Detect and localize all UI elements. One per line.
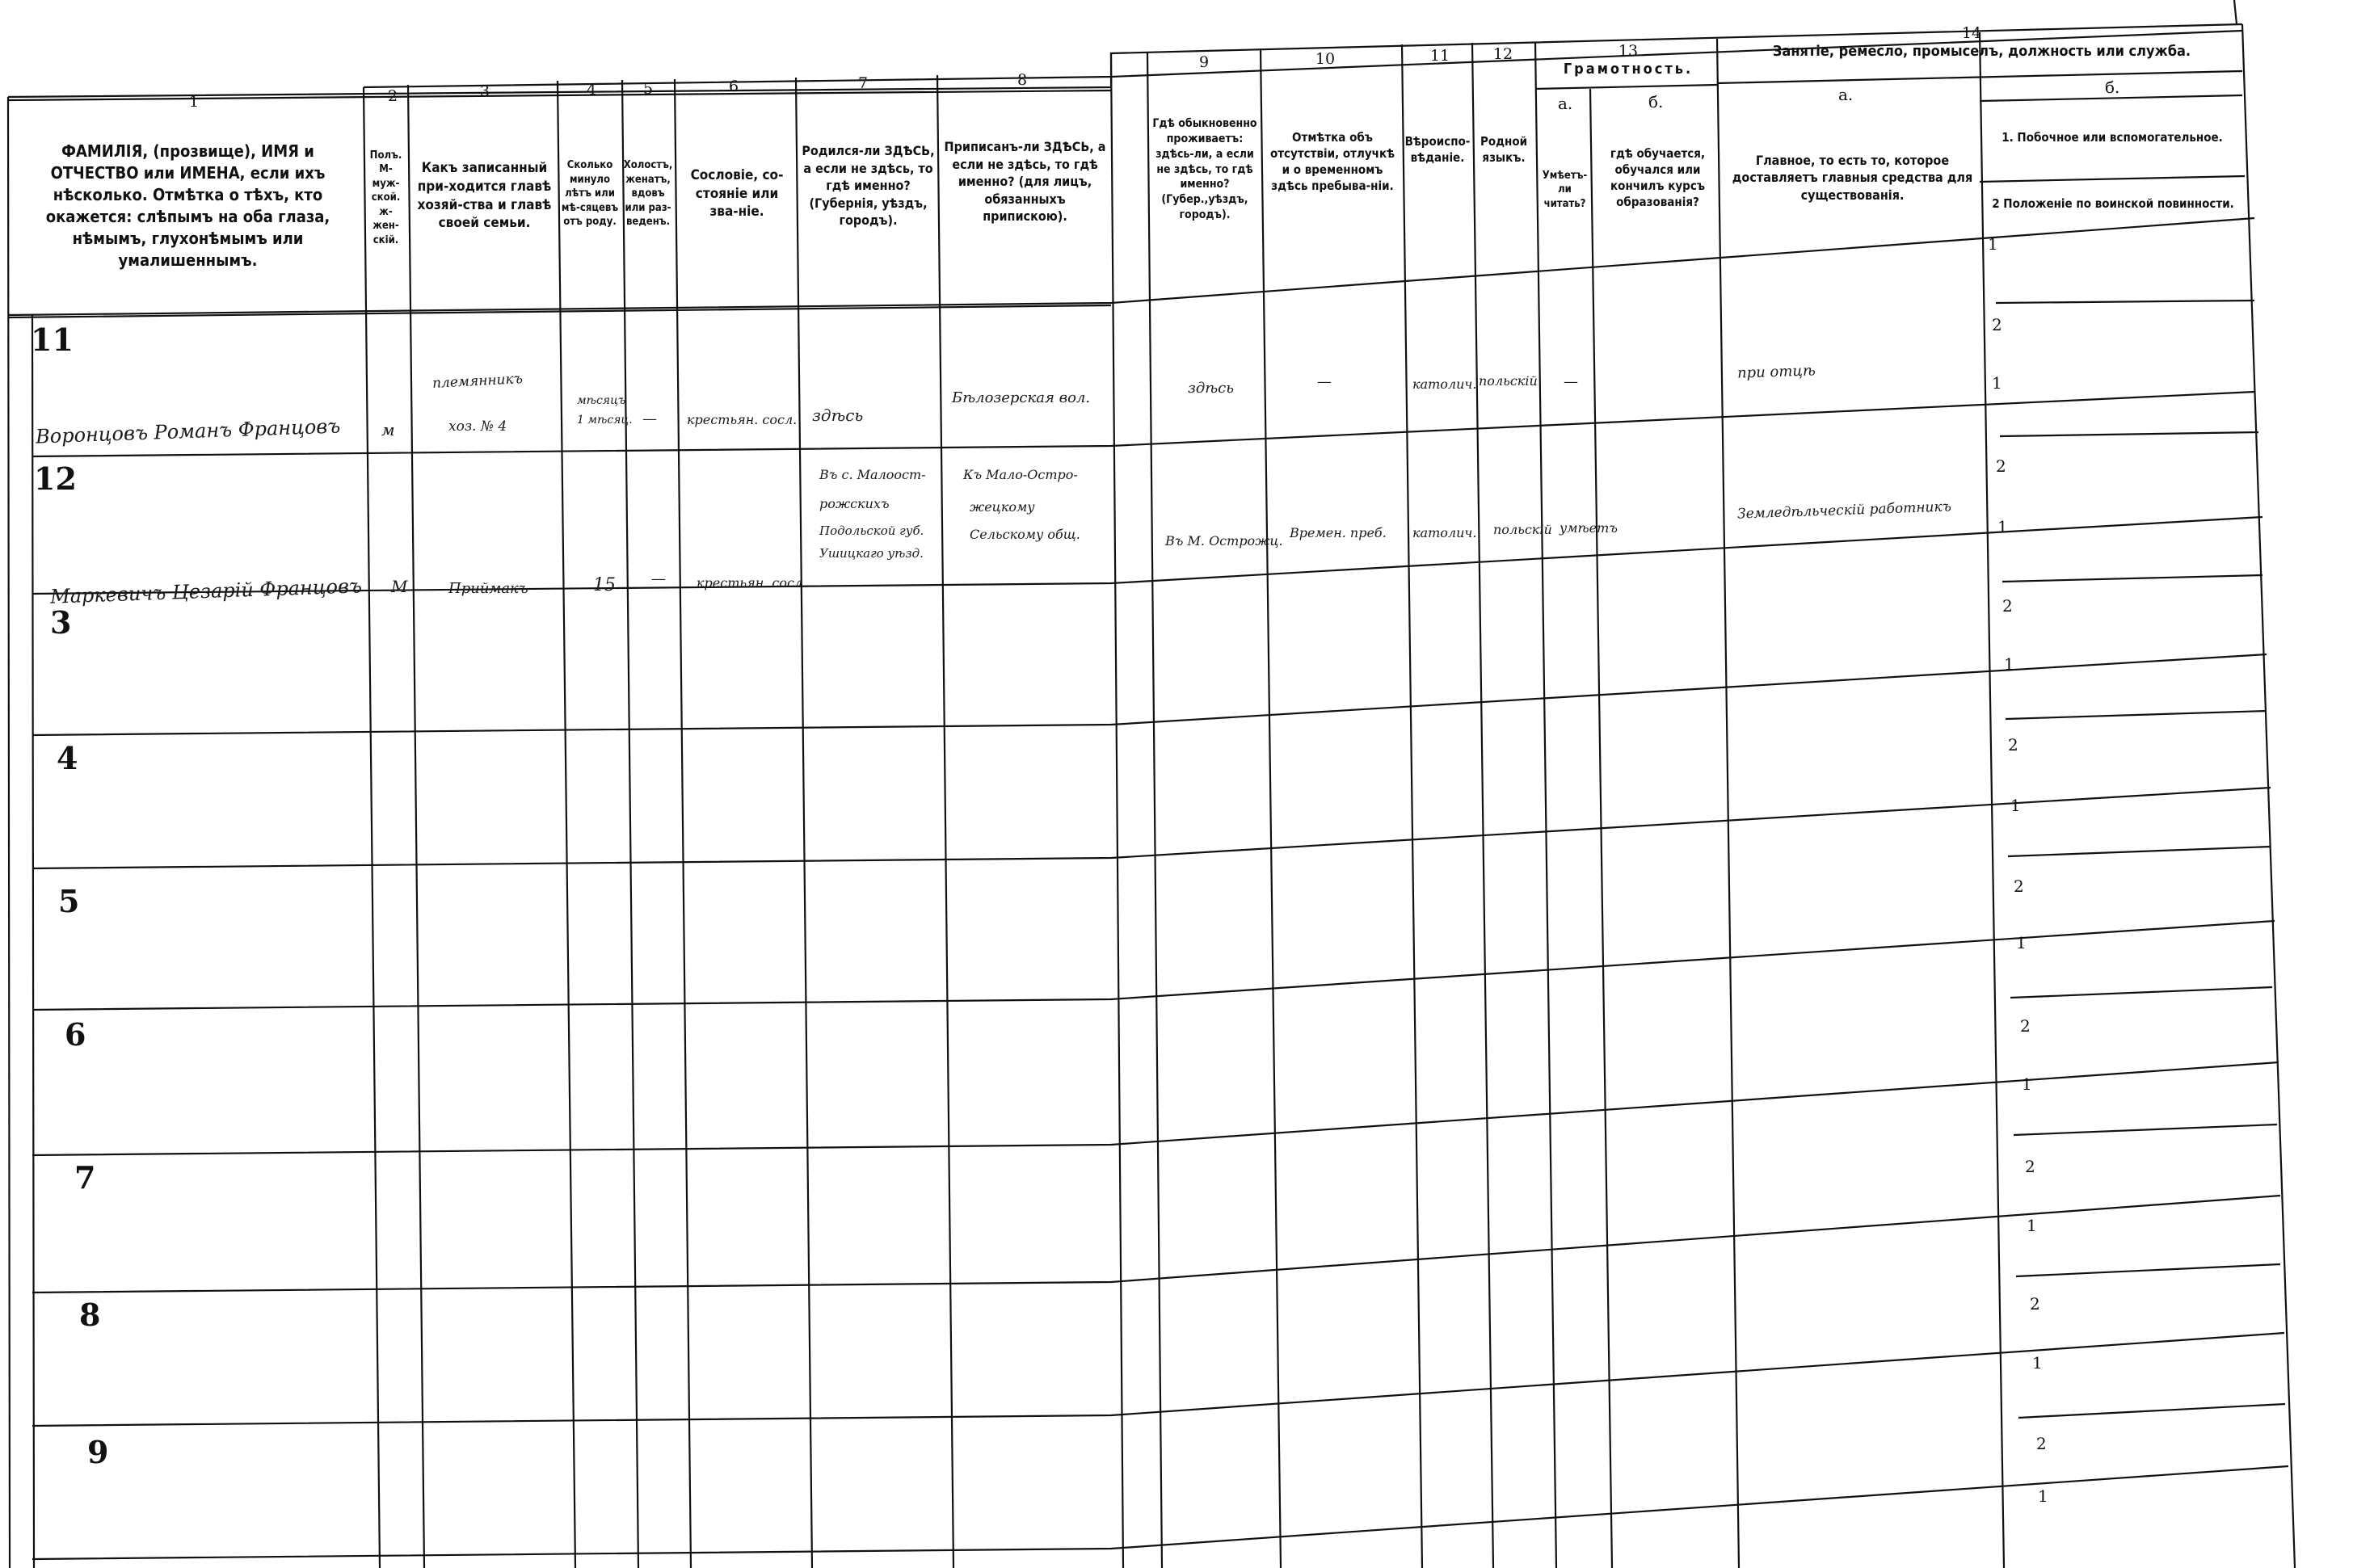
sub-number-2: 2 — [1992, 315, 2002, 334]
entry-2-absence: Времен. преб. — [1290, 525, 1387, 540]
sub-number-1: 1 — [1997, 517, 2008, 536]
entry-1-relation-2: хоз. № 4 — [448, 418, 507, 435]
entry-2-name: Маркевичъ Цезарій Францовъ — [49, 574, 363, 608]
entry-2-marital: — — [651, 570, 666, 587]
entry-1-religion: католич. — [1412, 376, 1477, 392]
header-col8-registration: Приписанъ-ли ЗДѢСЬ, а если не здѣсь, то гдѣ именно? (для лицъ, обязанныхъ припискою). — [944, 139, 1106, 225]
entry-1-name: Воронцовъ Романъ Францовъ — [35, 414, 341, 448]
entry-1-relation: племянникъ — [431, 371, 524, 392]
row-number: 11 — [31, 322, 74, 358]
col-number-1: 1 — [188, 93, 200, 111]
sub-number-2: 2 — [2030, 1294, 2040, 1314]
sub-number-1: 1 — [2038, 1486, 2048, 1506]
row-number: 9 — [87, 1434, 109, 1470]
entry-2-language: польскій — [1493, 522, 1552, 537]
col-number-10: 10 — [1315, 50, 1336, 68]
entry-2-registered-3: Сельскому общ. — [970, 527, 1080, 542]
col-number-13: 13 — [1618, 42, 1639, 60]
header-col4-age: Сколько минуло лѣтъ или мѣ-сяцевъ отъ роду. — [561, 159, 619, 229]
header-col13a-letter: а. — [1558, 94, 1573, 113]
entry-2-age: 15 — [593, 575, 616, 595]
header-col3-relation: Какъ записанный при-ходится главѣ хозяй-ства и главѣ своей семьи. — [417, 159, 552, 232]
entry-1-age: мѣсяцъ — [577, 394, 626, 407]
header-col9-residence: Гдѣ обыкновенно проживаетъ: здѣсь-ли, а если не здѣсь, то гдѣ именно? (Губер.,уѣздъ, городъ). — [1152, 116, 1257, 222]
sub-number-1: 1 — [2004, 654, 2014, 674]
header-col6-estate: Сословіе, со-стояніе или зва-ніе. — [690, 166, 784, 221]
entry-2-residence: Въ М. Острожц. — [1165, 533, 1283, 549]
header-col11-religion: Вѣроиспо-вѣданіе. — [1404, 133, 1471, 165]
sub-number-2: 2 — [2025, 1157, 2035, 1176]
header-col14a-main: Главное, то есть то, которое доставляетъ главныя средства для существованія. — [1732, 152, 1973, 203]
col-number-9: 9 — [1198, 53, 1210, 71]
sub-number-2: 2 — [2036, 1434, 2047, 1453]
entry-2-born-3: Подольской губ. — [819, 523, 924, 538]
entry-2-born-1: Въ с. Малоост- — [819, 467, 926, 482]
entry-1-estate: крестьян. сосл. — [687, 412, 798, 427]
sub-number-2: 2 — [2002, 596, 2013, 616]
col-number-11: 11 — [1429, 47, 1450, 65]
entry-2-literacy: умѣетъ — [1560, 520, 1618, 536]
header-col14a-letter: а. — [1838, 85, 1854, 104]
header-col14b-military: 2 Положеніе по воинской повинности. — [1992, 196, 2234, 212]
header-col5-marital: Холостъ, женатъ, вдовъ или раз-веденъ. — [623, 159, 673, 229]
entry-1-born: здѣсь — [812, 406, 864, 425]
header-col10-absence: Отмѣтка объ отсутствіи, отлучкѣ и о временномъ здѣсь пребыва-ніи. — [1269, 129, 1395, 194]
sub-number-2: 2 — [2014, 876, 2024, 896]
sub-number-1: 1 — [2032, 1353, 2043, 1373]
entry-2-religion: католич. — [1412, 525, 1477, 540]
row-number: 3 — [50, 604, 72, 641]
col-number-14: 14 — [1961, 24, 1982, 42]
row-number: 6 — [65, 1016, 86, 1053]
sub-number-2: 2 — [2008, 735, 2018, 755]
header-col14b-letter: б. — [2105, 78, 2120, 97]
col-number-6: 6 — [728, 78, 739, 95]
sub-number-1: 1 — [1992, 373, 2002, 393]
row-number: 4 — [57, 740, 78, 776]
entry-2-born-4: Ушицкаго уѣзд. — [819, 546, 924, 561]
entry-1-sex: м — [381, 420, 395, 439]
header-col13b-letter: б. — [1648, 92, 1664, 111]
header-col1-name: ФАМИЛІЯ, (прозвище), ИМЯ и ОТЧЕСТВО или ИМЕНА, если ихъ нѣсколько. Отмѣтка о тѣхъ, кто окажется: слѣпымъ на оба глаза, нѣмымъ, глухонѣмымъ или умалишеннымъ. — [45, 141, 330, 270]
sub-number-1: 1 — [2027, 1216, 2037, 1235]
sub-number-1: 1 — [2010, 796, 2021, 815]
header-col2-sex: Полъ. М-муж-ской. ж-жен-скій. — [369, 149, 402, 246]
row-number: 5 — [58, 883, 80, 919]
header-col13-literacy: Грамотность. — [1563, 60, 1694, 78]
col-number-7: 7 — [857, 74, 869, 92]
col-number-3: 3 — [479, 82, 490, 100]
entry-1-language: польскій — [1479, 373, 1538, 389]
entry-2-sex: М — [391, 577, 408, 596]
entry-1-marital: — — [642, 410, 657, 427]
entry-1-residence: здѣсь — [1188, 380, 1234, 397]
header-col13a-can-read: Умѣетъ-ли читать? — [1542, 169, 1588, 210]
col-number-8: 8 — [1017, 71, 1028, 89]
entry-2-occupation: Земледѣльческій работникъ — [1736, 498, 1952, 523]
entry-1-age-2: 1 мѣсяц. — [577, 414, 633, 427]
entry-2-relation: Приймакъ — [448, 580, 528, 597]
col-number-12: 12 — [1492, 45, 1513, 63]
header-col12-language: Родной языкъ. — [1480, 133, 1528, 165]
row-number: 7 — [74, 1159, 96, 1196]
sub-number-1: 1 — [1988, 234, 1998, 254]
col-number-2: 2 — [387, 87, 398, 105]
col-number-5: 5 — [642, 80, 654, 98]
header-col14-occupation: Занятіе, ремесло, промыселъ, должность или служба. — [1772, 42, 2191, 60]
col-number-4: 4 — [586, 81, 597, 99]
row-number: 12 — [34, 460, 77, 497]
entry-2-registered-2: жецкому — [970, 499, 1035, 515]
entry-1-absence: — — [1317, 373, 1332, 390]
entry-1-literacy: — — [1564, 373, 1578, 390]
entry-1-registered: Бѣлозерская вол. — [952, 389, 1091, 406]
entry-1-occupation: при отцѣ — [1736, 362, 1816, 382]
entry-2-registered-1: Къ Мало-Остро- — [963, 467, 1078, 482]
sub-number-1: 1 — [2022, 1074, 2032, 1094]
entry-2-born-2: рожскихъ — [819, 496, 890, 511]
sub-number-2: 2 — [1996, 456, 2006, 476]
row-number: 8 — [79, 1297, 101, 1333]
sub-number-2: 2 — [2020, 1016, 2031, 1036]
entry-2-estate: крестьян. сосл. — [697, 575, 807, 591]
sub-number-1: 1 — [2016, 933, 2027, 952]
header-col13b-education: гдѣ обучается, обучался или кончилъ курсъ образованія? — [1610, 145, 1706, 210]
header-col14b-secondary: 1. Побочное или вспомогательное. — [2002, 129, 2223, 145]
header-col7-birthplace: Родился-ли ЗДѢСЬ, а если не здѣсь, то гдѣ именно? (Губернія, уѣздъ, городъ). — [802, 143, 935, 229]
